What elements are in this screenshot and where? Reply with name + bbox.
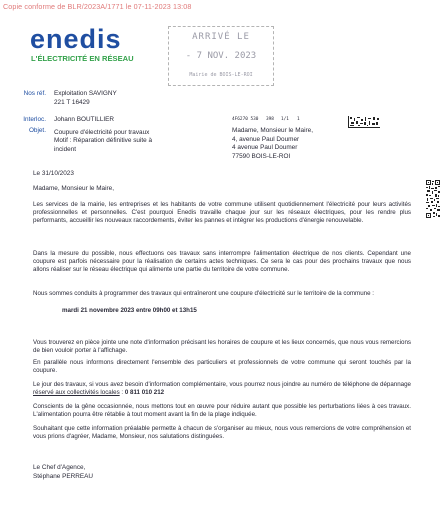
mail-code-part: 1/1 — [281, 117, 289, 122]
paragraph-7: Conscients de la gêne occasionnée, nous mettons tout en œuvre pour réduire autant que possible les perturbations liées à ces travaux. L'alimentation pourra être rétablie à tout moment avant la fin de la plage indiquée. — [33, 403, 411, 419]
letter-date: Le 31/10/2023 — [33, 170, 74, 177]
recipient-line: Madame, Monsieur le Maire, — [232, 127, 313, 134]
paragraph-1: Les services de la mairie, les entreprises et les habitants de votre commune utilisent quotidiennement l'électricité pour leurs activités professionnelles et personnelles. C'est pourquoi Enedis travaille chaque jour sur les réseaux électriques, pour les rendre plus performants, accueillir les nouveaux raccordements, éviter les pannes et intégrer les productions d'énergie renouvelable. — [33, 201, 411, 225]
ref-label: Nos réf. — [23, 90, 46, 97]
ref-value-2: 221 T 16429 — [54, 99, 90, 106]
stamp-place: Mairie de BOIS-LE-ROI — [189, 72, 253, 78]
mail-code-part: 398 — [266, 117, 274, 122]
signature-name: Stéphane PERREAU — [33, 473, 94, 480]
stamp-date: - 7 NOV. 2023 — [185, 51, 257, 61]
emergency-phone: 0 811 010 212 — [124, 389, 165, 397]
objet-label: Objet. — [28, 127, 46, 134]
objet-value — [54, 129, 152, 154]
interloc-value: Johann BOUTILLIER — [54, 116, 115, 123]
recipient-address — [232, 127, 313, 161]
interloc-label: Interloc. — [23, 116, 46, 123]
salutation: Madame, Monsieur le Maire, — [33, 185, 114, 192]
datamatrix-barcode-icon — [348, 115, 380, 127]
paragraph-8: Souhaitant que cette information préalable permette à chacun de s'organiser au mieux, nous vous remercions de votre compréhension et vous prions d'agréer, Madame, Monsieur, nos salutations distinguées. — [33, 425, 411, 441]
paragraph-4: Vous trouverez en pièce jointe une note d'information précisant les horaires de coupure et les lieux concernés, que nous vous remercions de bien vouloir porter à l'affichage. — [33, 339, 411, 355]
signature-role: Le Chef d'Agence, — [33, 464, 86, 471]
paragraph-6 — [33, 381, 411, 397]
recipient-line: 4 avenue Paul Doumer — [232, 144, 298, 152]
recipient-line: 4, avenue Paul Doumer — [232, 135, 300, 143]
ref-value-1: Exploitation SAVIGNY — [54, 90, 117, 97]
brand-tagline: L'ÉLECTRICITÉ EN RÉSEAU — [31, 54, 134, 63]
arrival-stamp — [168, 26, 274, 86]
paragraph-3: Nous sommes conduits à programmer des travaux qui entraîneront une coupure d'électricité sur le territoire de la commune : — [33, 290, 374, 297]
reserved-line-text: réservé aux collectivités locales — [33, 389, 120, 397]
watermark-text: Copie conforme de BLR/2023A/1771 le 07-11-2023 13:08 — [3, 2, 192, 11]
mail-code-part: 1 — [297, 117, 300, 122]
paragraph-2: Dans la mesure du possible, nous effectuons ces travaux sans interrompre l'alimentation électrique de nos clients. Cependant une coupure est parfois nécessaire pour la réalisation de certains actes techniques. Ce sera le cas pour des prochains travaux que nous allons réaliser sur le réseau électrique qui alimente une partie du territoire de votre commune. — [33, 250, 411, 274]
side-qr-code-icon — [426, 180, 440, 218]
stamp-title: ARRIVÉ LE — [192, 32, 250, 42]
paragraph-5: En parallèle nous informons directement l'ensemble des particuliers et professionnels de votre commune qui seront touchés par la coupure. — [33, 359, 411, 375]
mail-code: 4F6270 530 — [232, 117, 259, 122]
paragraph-6-sep: : — [119, 389, 125, 397]
objet-line: incident — [54, 145, 77, 153]
objet-line: Motif : Réparation définitive suite à — [54, 137, 153, 145]
objet-line: Coupure d'électricité pour travaux — [54, 129, 150, 136]
enedis-logo: enedis — [30, 24, 122, 54]
paragraph-6-text: Le jour des travaux, si vous avez besoin d'information complémentaire, vous pourrez nous joindre au numéro de téléphone de dépannage — [33, 381, 411, 388]
outage-date: mardi 21 novembre 2023 entre 09h00 et 13h15 — [62, 307, 197, 314]
recipient-line: 77590 BOIS-LE-ROI — [232, 152, 291, 160]
